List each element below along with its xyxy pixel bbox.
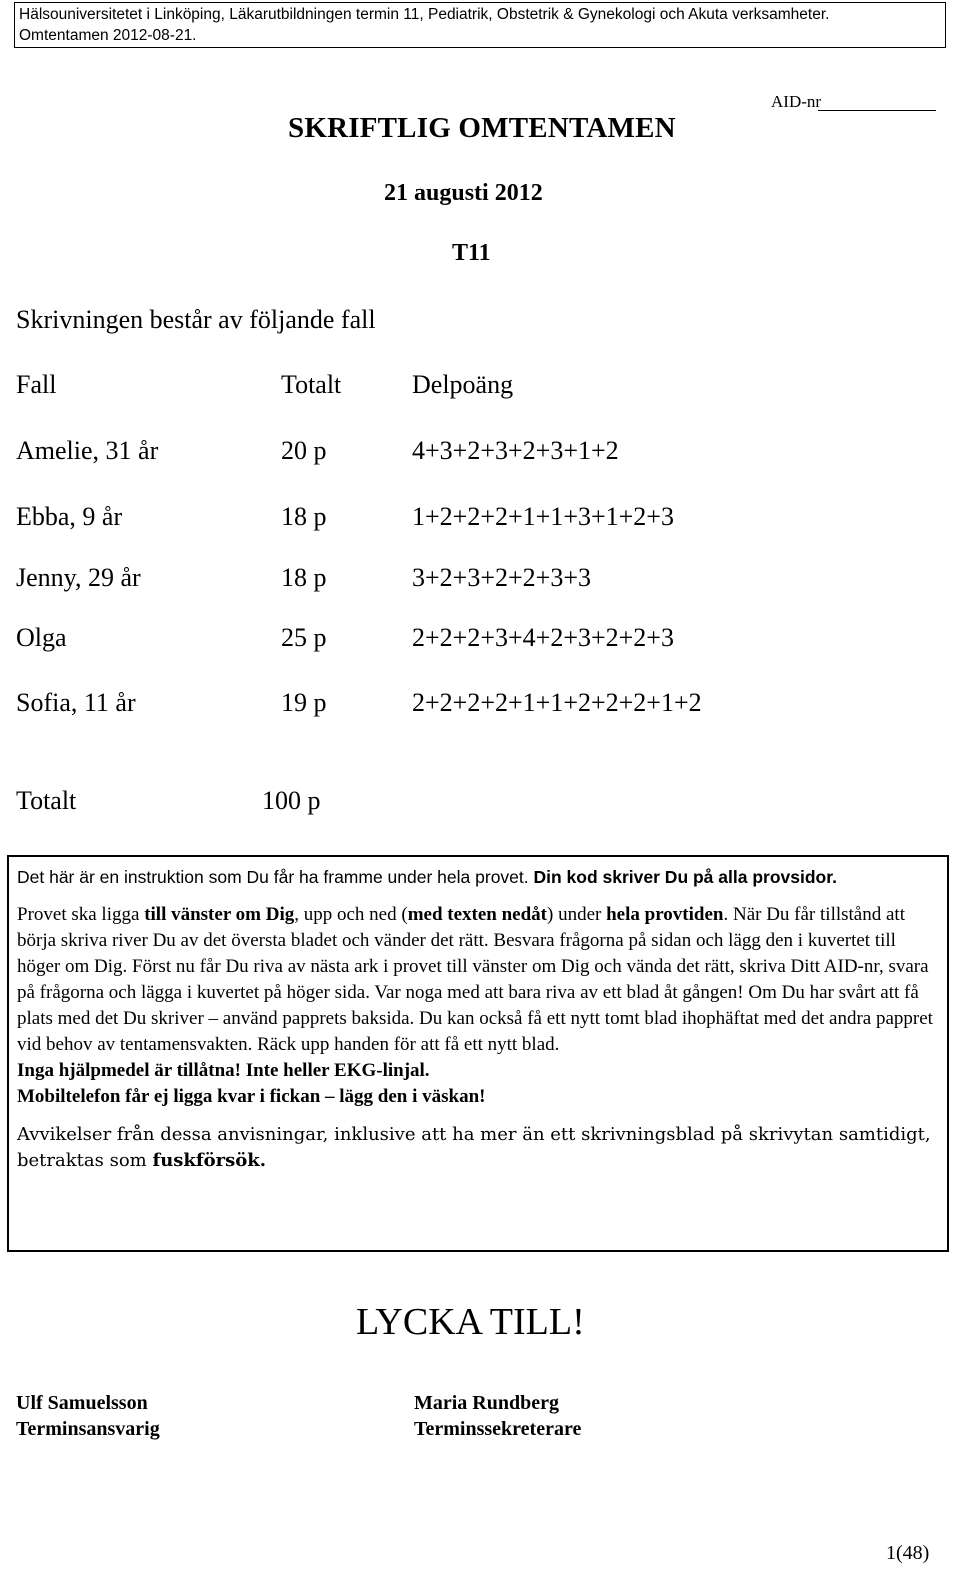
instruction-bold: fuskförsök. xyxy=(152,1150,266,1171)
instructions-box xyxy=(7,855,949,1252)
case-total: 20 p xyxy=(281,436,327,465)
case-name: Amelie, 31 år xyxy=(16,436,159,465)
instruction-paragraph-2 xyxy=(17,902,939,1110)
header-line-1: Hälsouniversitetet i Linköping, Läkarutbildningen termin 11, Pediatrik, Obstetrik & Gynekologi och Akuta verksamheter. xyxy=(19,6,830,23)
case-total: 25 p xyxy=(281,623,327,652)
col-header-fall: Fall xyxy=(16,370,57,399)
instruction-bold: med texten nedåt xyxy=(407,904,548,925)
total-label: Totalt xyxy=(16,786,77,815)
signature-role: Terminsansvarig xyxy=(16,1418,160,1440)
instruction-text: Provet ska ligga xyxy=(17,904,145,925)
instruction-text: Det här är en instruktion som Du får ha framme under hela provet. xyxy=(17,867,534,887)
instruction-text: . När Du får tillstånd att börja skriva river Du av det översta bladet och vänder det rätt. Besvara frågorna på sidan och lägg den i kuvertet till höger om Dig. Först nu får Du riva av nästa ark i provet till vänster om Dig och vända det rätt, skriva Ditt AID-nr, svara på frågorna och lägga i kuvertet på höger sida. Var noga med att bara riva av ett blad åt gången! Om Du har svårt att få plats med det Du skriver – använd papprets baksida. Du kan också få ett nytt tomt blad ihophäftat med det andra pappret vid behov av tentamensvakten. Räck upp handen för att få ett nytt blad. xyxy=(17,904,933,1055)
case-subpoints: 4+3+2+3+2+3+1+2 xyxy=(412,436,619,465)
exam-title: SKRIFTLIG OMTENTAMEN xyxy=(288,112,676,144)
instruction-text: Avvikelser från dessa anvisningar, inklusive att ha mer än ett skrivningsblad på skrivytan samtidigt, betraktas som xyxy=(17,1124,931,1171)
aid-label: AID-nr xyxy=(771,92,822,111)
document-header xyxy=(14,2,946,48)
header-line-2: Omtentamen 2012-08-21. xyxy=(19,27,197,44)
instruction-bold: Din kod skriver Du på alla provsidor. xyxy=(533,867,837,887)
case-subpoints: 2+2+2+3+4+2+3+2+2+3 xyxy=(412,623,674,652)
case-total: 19 p xyxy=(281,688,327,717)
instruction-bold: till vänster om Dig xyxy=(144,904,295,925)
instruction-paragraph-3 xyxy=(17,1122,939,1174)
exam-term: T11 xyxy=(452,240,491,266)
case-name: Ebba, 9 år xyxy=(16,502,123,531)
signature-name: Maria Rundberg xyxy=(414,1392,559,1414)
instruction-text: ) under xyxy=(547,904,607,925)
case-total: 18 p xyxy=(281,563,327,592)
case-subpoints: 2+2+2+2+1+1+2+2+2+1+2 xyxy=(412,688,702,717)
case-name: Jenny, 29 år xyxy=(16,563,141,592)
total-value: 100 p xyxy=(262,786,321,815)
signature-block xyxy=(414,1390,581,1442)
signature-block xyxy=(16,1390,160,1442)
aid-input-line xyxy=(818,110,936,111)
exam-date: 21 augusti 2012 xyxy=(384,180,543,206)
case-name: Sofia, 11 år xyxy=(16,688,136,717)
intro-text: Skrivningen består av följande fall xyxy=(16,305,376,334)
phone-warning: Mobiltelefon får ej ligga kvar i fickan – lägg den i väskan! xyxy=(17,1086,486,1107)
signature-role: Terminssekreterare xyxy=(414,1418,582,1440)
case-subpoints: 3+2+3+2+2+3+3 xyxy=(412,563,591,592)
page-number: 1(48) xyxy=(886,1542,930,1564)
signature-name: Ulf Samuelsson xyxy=(16,1392,148,1414)
instruction-paragraph-1 xyxy=(17,864,939,890)
instruction-text: , upp och ned ( xyxy=(294,904,408,925)
instruction-bold: hela provtiden xyxy=(606,904,724,925)
no-aids-warning: Inga hjälpmedel är tillåtna! Inte heller EKG-linjal. xyxy=(17,1060,430,1081)
col-header-delpoang: Delpoäng xyxy=(412,370,514,399)
case-name: Olga xyxy=(16,623,67,652)
col-header-totalt: Totalt xyxy=(281,370,342,399)
case-total: 18 p xyxy=(281,502,327,531)
good-luck-text: LYCKA TILL! xyxy=(356,1301,585,1343)
case-subpoints: 1+2+2+2+1+1+3+1+2+3 xyxy=(412,502,674,531)
